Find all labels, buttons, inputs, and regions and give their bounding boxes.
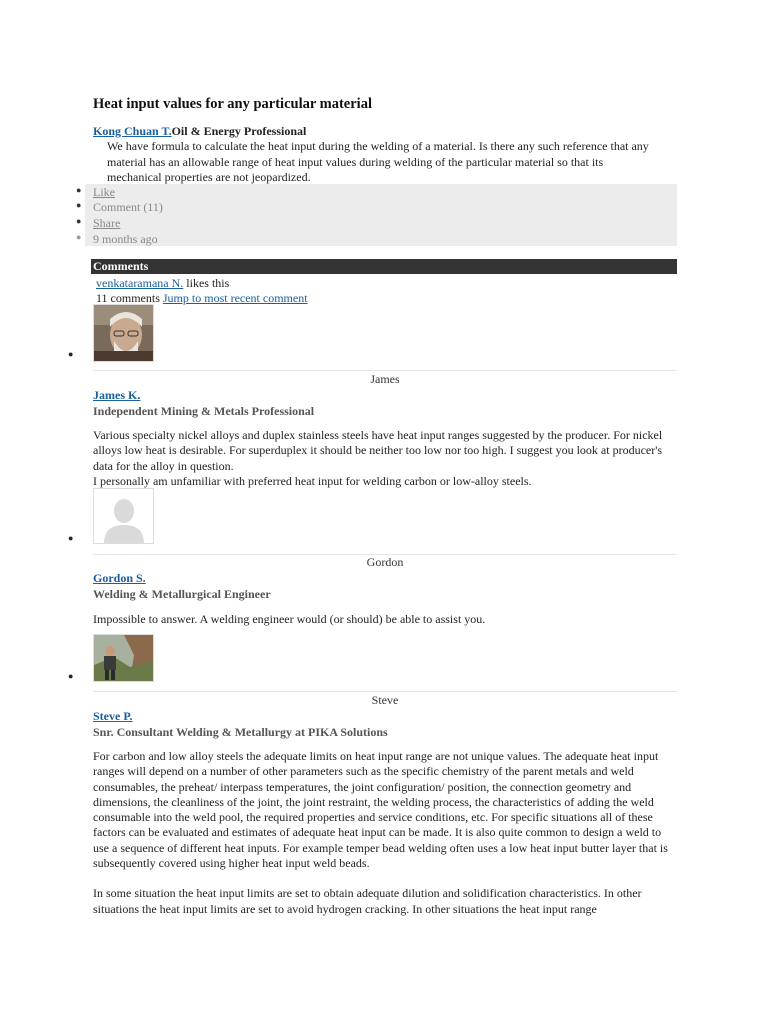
commenter-title: Independent Mining & Metals Professional: [93, 404, 315, 418]
comment-body: [93, 428, 677, 489]
divider: [93, 691, 677, 692]
commenter-title: Welding & Metallurgical Engineer: [93, 587, 271, 601]
commenter-title: Snr. Consultant Welding & Metallurgy at PIKA Solutions: [93, 725, 388, 739]
jump-to-recent-link[interactable]: Jump to most recent comment: [162, 291, 308, 305]
comment-alt-text: Gordon: [366, 555, 404, 569]
likes-line: [96, 276, 229, 291]
post-question: We have formula to calculate the heat input during the welding of a material. Is there any such reference that any material has an allowable range of heat input values during welding of the particular material so that its mechanical properties are not jeopardized.: [107, 139, 649, 184]
like-label: Like: [93, 185, 115, 199]
bullet-icon: ●: [76, 200, 82, 210]
comment-paragraph: I personally am unfamiliar with preferred heat input for welding carbon or low-alloy steels.: [93, 473, 532, 488]
avatar-steve[interactable]: [93, 634, 154, 682]
commenter-name-link[interactable]: Steve P.: [93, 709, 133, 723]
commenter-name-link[interactable]: Gordon S.: [93, 571, 146, 585]
list-bullet-icon: ●: [68, 349, 74, 359]
comment-paragraph: In some situation the heat input limits are set to obtain adequate dilution and solidification characteristics. In other situations the heat input limits are set to avoid hydrogen cracking. In other situations the heat input range: [93, 886, 642, 916]
commenter-name-link[interactable]: James K.: [93, 388, 141, 402]
author-name-link[interactable]: Kong Chuan T.: [93, 124, 172, 138]
default-avatar-icon: [94, 489, 153, 543]
bullet-icon: ●: [76, 185, 82, 195]
list-bullet-icon: ●: [68, 671, 74, 681]
comment-paragraph: Various specialty nickel alloys and duplex stainless steels have heat input ranges suggested by the producer. For nickel alloys low heat is desirable. For superduplex it should be neither too low nor too high. I suggest you look at producer's data for the alloy in question.: [93, 428, 663, 473]
share-link[interactable]: [76, 216, 121, 231]
comment-alt-text: James: [370, 372, 400, 386]
outdoor-photo-icon: [94, 635, 153, 681]
comment-count: 11 comments: [96, 291, 163, 305]
like-link[interactable]: [76, 185, 115, 200]
avatar-james[interactable]: [93, 304, 154, 362]
comment-paragraph: For carbon and low alloy steels the adequate limits on heat input range are not unique values. The adequate heat input ranges will depend on a number of other parameters such as the specific chemistry of the parent metals and weld consumables, the preheat/ interpass temperatures, the joint configuration/ position, the connection geometry and dimensions, the cleanliness of the joint, the joint restraint, the welding process, the characteristics of adding the weld consumable into the weld pool, the required properties and service conditions, etc. For specific situations all of these factors can be evaluated and estimates of adequate heat input can be made. It is also quite common to design a weld to use a sequence of different heat inputs. For example temper bead welding often uses a low heat input butter layer that is subsequently covered using higher heat input weld beads.: [93, 749, 668, 871]
bullet-icon: ●: [76, 216, 82, 226]
post-title: Heat input values for any particular material: [93, 96, 372, 112]
comments-header: Comments: [91, 259, 677, 274]
liker-link[interactable]: venkataramana N.: [96, 276, 184, 290]
portrait-photo-icon: [94, 305, 153, 361]
post-author: [93, 124, 306, 139]
comment-body: [93, 749, 677, 917]
time-label: 9 months ago: [93, 232, 158, 246]
comment-label: Comment (11): [93, 200, 163, 214]
comment-paragraph: Impossible to answer. A welding engineer would (or should) be able to assist you.: [93, 612, 486, 626]
likes-text: likes this: [183, 276, 230, 290]
divider: [93, 370, 677, 371]
bullet-icon: ●: [76, 232, 82, 242]
author-role: Oil & Energy Professional: [171, 124, 307, 138]
avatar-gordon[interactable]: [93, 488, 154, 544]
comment-body: [93, 612, 677, 627]
comment-action[interactable]: [76, 200, 163, 215]
post-actions: [76, 184, 677, 246]
comment-alt-text: Steve: [371, 693, 399, 707]
list-bullet-icon: ●: [68, 533, 74, 543]
post-time: [76, 232, 158, 247]
share-label: Share: [93, 216, 121, 230]
